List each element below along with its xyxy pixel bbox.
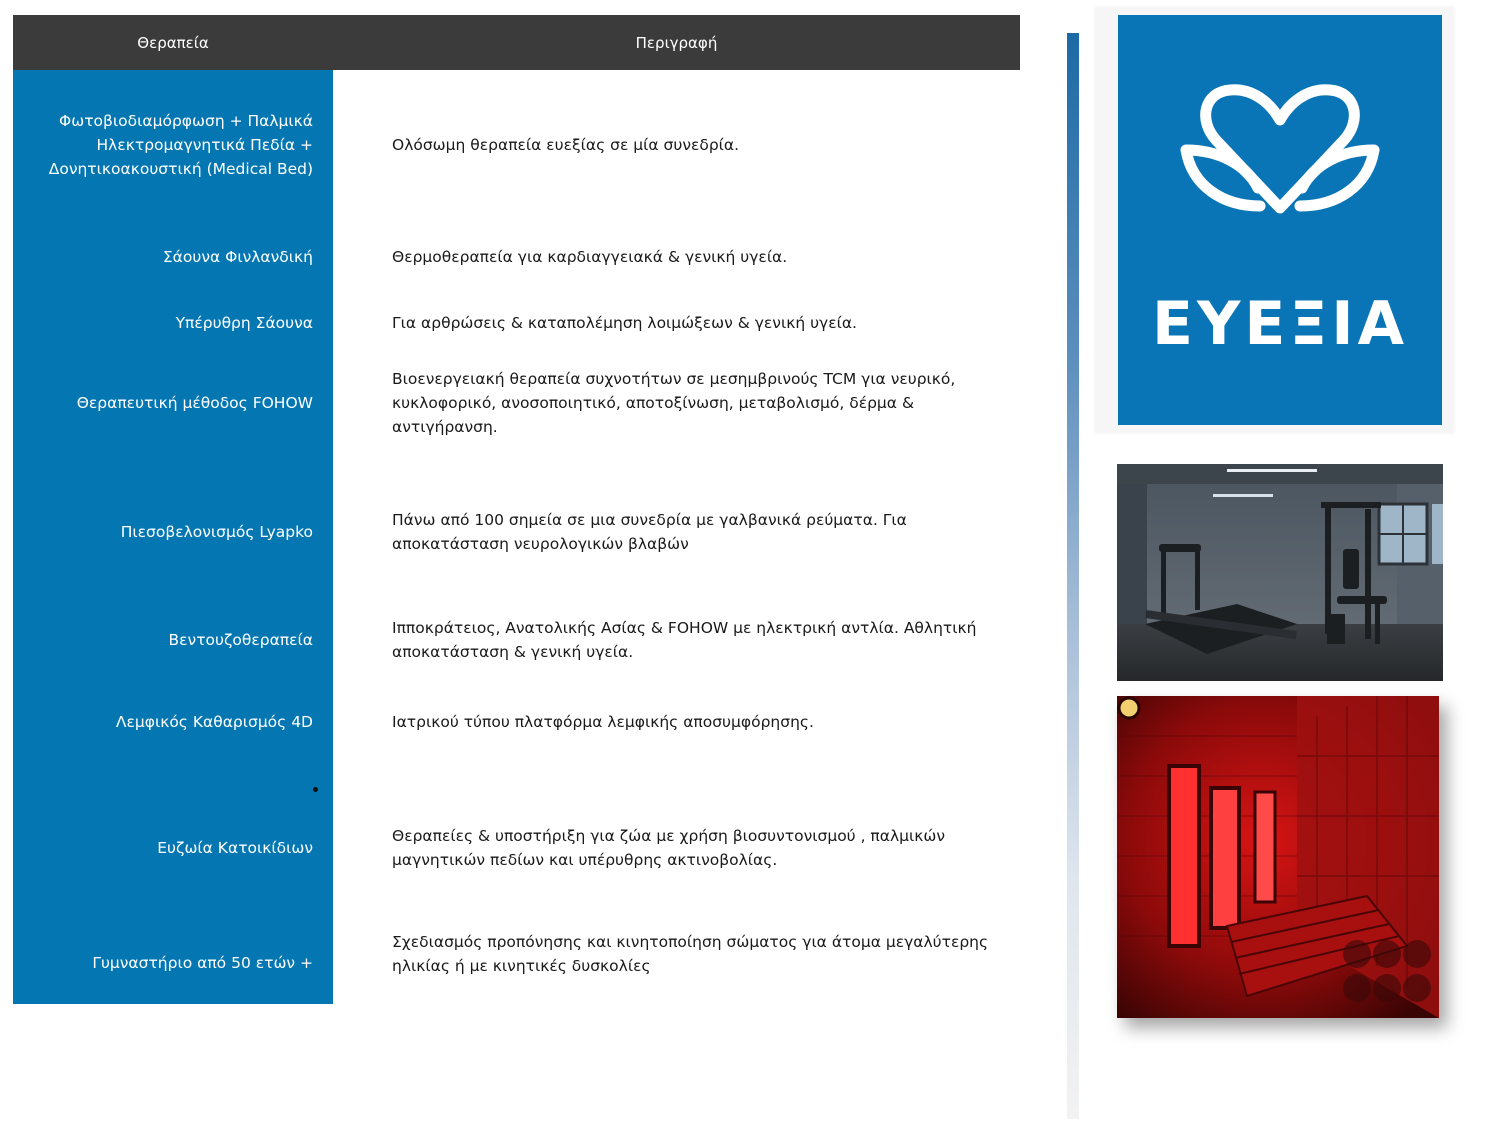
table-header [13,15,1020,70]
infrared-sauna-photo [1117,696,1439,1018]
vertical-divider [1067,33,1079,1119]
therapy-name-lyapko: Πιεσοβελονισμός Lyapko [120,523,313,541]
therapy-name-cupping: Βεντουζοθεραπεία [168,631,313,649]
header-description: Περιγραφή [635,33,718,52]
therapy-desc-infrared-sauna: Για αρθρώσεις & καταπολέμηση λοιμώξεων & γενική υγεία. [392,314,857,332]
therapy-desc-gym-50: Σχεδιασμός προπόνησης και κινητοποίηση σώματος για άτομα μεγαλύτερης ηλικίας ή με κινητικές δυσκολίες [392,933,989,975]
brand-name: ΕΥΕΞΙΑ [1151,289,1409,359]
therapy-desc-lyapko: Πάνω από 100 σημεία σε μια συνεδρία με γαλβανικά ρεύματα. Για αποκατάσταση νευρολογικών βλαβών [392,511,907,553]
stray-bullet-dot [313,787,318,792]
therapy-desc-cupping: Ιπποκράτειος, Ανατολικής Ασίας & FOHOW με ηλεκτρική αντλία. Αθλητική αποκατάσταση & γενική υγεία. [392,619,977,661]
therapy-name-gym-50: Γυμναστήριο από 50 ετών + [92,954,313,972]
gym-photo [1117,464,1443,681]
therapy-name-infrared-sauna: Υπέρυθρη Σάουνα [175,314,313,332]
therapy-desc-finnish-sauna: Θερμοθεραπεία για καρδιαγγειακά & γενική υγεία. [392,248,788,266]
therapy-name-finnish-sauna: Σάουνα Φινλανδική [162,248,313,266]
therapy-desc-pets: Θεραπείες & υποστήριξη για ζώα με χρήση βιοσυντονισμού , παλμικών μαγνητικών πεδίων και υπέρυθρης ακτινοβολίας. [392,827,946,869]
header-therapy: Θεραπεία [137,33,209,52]
therapy-desc-lymphatic: Ιατρικού τύπου πλατφόρμα λεμφικής αποσυμφόρησης. [392,713,814,731]
therapy-desc-medical-bed: Ολόσωμη θεραπεία ευεξίας σε μία συνεδρία. [392,136,740,154]
therapy-name-pets: Ευζωία Κατοικίδιων [157,839,313,857]
therapy-name-lymphatic: Λεμφικός Καθαρισμός 4D [115,713,313,731]
therapy-name-fohow: Θεραπευτική μέθοδος FOHOW [76,394,313,412]
therapy-desc-fohow: Βιοενεργειακή θεραπεία συχνοτήτων σε μεσημβρινούς TCM για νευρικό, κυκλοφορικό, ανοσοποιητικό, αποτοξίνωση, μεταβολισμό, δέρμα & αντιγήρανση. [392,370,956,436]
therapy-name-medical-bed: Φωτοβιοδιαμόρφωση + Παλμικά Ηλεκτρομαγνητικά Πεδία + Δονητικοακουστική (Medical Bed) [48,112,313,178]
heart-lotus-icon [1178,78,1383,223]
